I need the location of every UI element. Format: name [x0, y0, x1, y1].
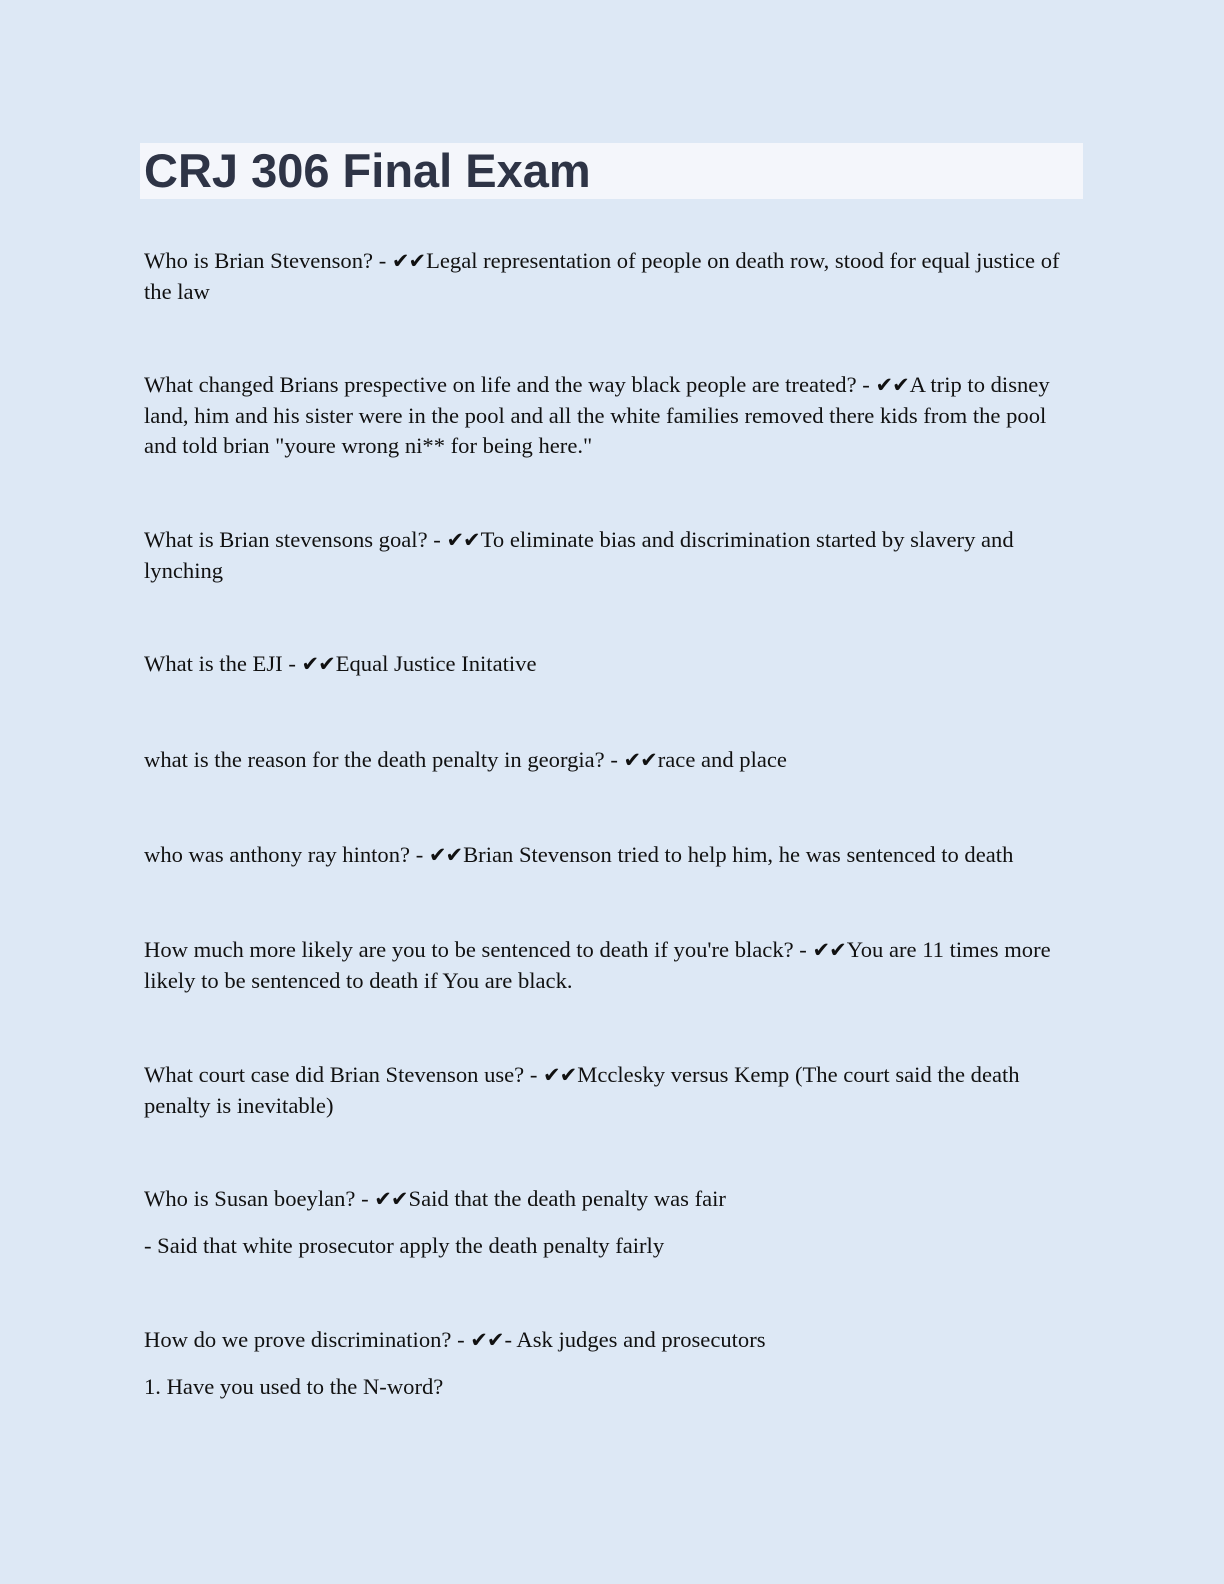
qa-line	[144, 370, 1084, 462]
answer-continuation: - Said that white prosecutor apply the death penalty fairly	[144, 1232, 665, 1258]
answer-text: A trip to disney land, him and his sister were in the pool and all the white families removed there kids from the pool and told brian "youre wrong ni** for being here."	[144, 372, 1050, 458]
qa-item	[144, 745, 1084, 776]
double-check-icon: ✔✔	[446, 528, 480, 552]
question-text: What court case did Brian Stevenson use?	[144, 1062, 525, 1087]
question-text: What changed Brians prespective on life and the way black people are treated?	[144, 372, 857, 397]
separator: -	[427, 527, 447, 552]
double-check-icon: ✔✔	[875, 373, 909, 397]
separator: -	[451, 1327, 471, 1352]
qa-line	[144, 649, 1084, 680]
answer-text: Said that the death penalty was fair	[408, 1186, 726, 1211]
qa-line	[144, 246, 1084, 307]
separator: -	[856, 372, 876, 397]
separator: -	[604, 747, 624, 772]
double-check-icon: ✔✔	[374, 1187, 408, 1211]
qa-line	[144, 935, 1084, 996]
separator: -	[355, 1186, 375, 1211]
double-check-icon: ✔✔	[623, 748, 657, 772]
double-check-icon: ✔✔	[543, 1063, 577, 1087]
qa-item	[144, 525, 1084, 586]
question-text: Who is Susan boeylan?	[144, 1186, 356, 1211]
answer-continuation: 1. Have you used to the N-word?	[144, 1373, 444, 1399]
question-text: who was anthony ray hinton?	[144, 842, 411, 867]
question-text: what is the reason for the death penalty in georgia?	[144, 747, 605, 772]
separator: -	[793, 937, 813, 962]
question-text: What is Brian stevensons goal?	[144, 527, 428, 552]
qa-item	[144, 370, 1084, 462]
qa-line	[144, 745, 1084, 776]
qa-item	[144, 649, 1084, 680]
answer-text: Equal Justice Initative	[335, 651, 537, 676]
question-text: How much more likely are you to be sentenced to death if you're black?	[144, 937, 794, 962]
double-check-icon: ✔✔	[391, 249, 426, 273]
answer-text: - Ask judges and prosecutors	[504, 1327, 766, 1352]
question-text: How do we prove discrimination?	[144, 1327, 452, 1352]
qa-item	[144, 1060, 1084, 1121]
double-check-icon: ✔✔	[812, 938, 846, 962]
answer-text: Mcclesky versus Kemp (The court said the death penalty is inevitable)	[144, 1062, 1020, 1118]
separator: -	[524, 1062, 544, 1087]
separator: -	[373, 248, 392, 273]
qa-line	[144, 1060, 1084, 1121]
question-text: What is the EJI	[144, 651, 283, 676]
qa-item	[144, 840, 1084, 871]
qa-item	[144, 935, 1084, 996]
qa-item	[144, 246, 1084, 307]
qa-line	[144, 525, 1084, 586]
double-check-icon: ✔✔	[301, 652, 335, 676]
qa-line	[144, 840, 1084, 871]
answer-text: race and place	[657, 747, 787, 772]
double-check-icon: ✔✔	[428, 843, 463, 867]
qa-item	[144, 1184, 1084, 1261]
qa-line	[144, 1184, 1084, 1215]
double-check-icon: ✔✔	[470, 1328, 504, 1352]
separator: -	[282, 651, 302, 676]
answer-text: Legal representation of people on death row, stood for equal justice of the law	[144, 248, 1060, 304]
answer-text: Brian Stevenson tried to help him, he was sentenced to death	[463, 842, 1014, 867]
answer-text: To eliminate bias and discrimination started by slavery and lynching	[144, 527, 1014, 583]
question-text: Who is Brian Stevenson?	[144, 248, 374, 273]
qa-line	[144, 1325, 1084, 1356]
qa-item	[144, 1325, 1084, 1402]
separator: -	[410, 842, 429, 867]
answer-text: You are 11 times more likely to be sentenced to death if You are black.	[144, 937, 1051, 993]
document-title: CRJ 306 Final Exam	[144, 144, 591, 197]
